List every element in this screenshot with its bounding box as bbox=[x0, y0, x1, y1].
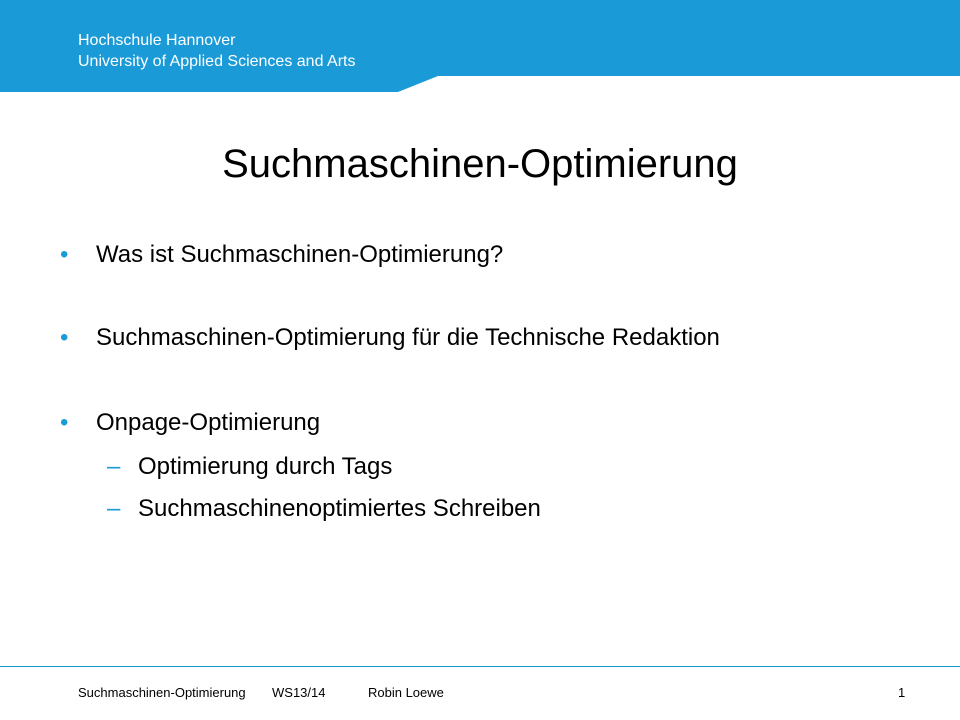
bullet-marker: • bbox=[60, 409, 69, 436]
bullet-text: Suchmaschinen-Optimierung für die Technische Redaktion bbox=[96, 324, 720, 351]
sub-bullet-text: Suchmaschinenoptimiertes Schreiben bbox=[138, 495, 541, 522]
sub-bullet-marker: – bbox=[107, 495, 121, 522]
page-number: 1 bbox=[898, 685, 906, 700]
institution-name: Hochschule Hannover bbox=[78, 32, 236, 49]
sub-bullet-marker: – bbox=[107, 453, 121, 480]
institution-logo-text bbox=[78, 30, 355, 72]
footer-semester: WS13/14 bbox=[272, 685, 326, 700]
footer-topic: Suchmaschinen-Optimierung bbox=[78, 685, 246, 700]
institution-subtitle: University of Applied Sciences and Arts bbox=[78, 53, 356, 70]
slide-title: Suchmaschinen-Optimierung bbox=[222, 142, 738, 186]
footer-author: Robin Loewe bbox=[368, 685, 444, 700]
bullet-marker: • bbox=[60, 324, 69, 351]
sub-bullet-text: Optimierung durch Tags bbox=[138, 453, 393, 480]
bullet-text: Onpage-Optimierung bbox=[96, 409, 321, 436]
footer-divider bbox=[0, 666, 960, 667]
bullet-marker: • bbox=[60, 241, 69, 268]
header-banner bbox=[0, 0, 960, 92]
bullet-text: Was ist Suchmaschinen-Optimierung? bbox=[96, 241, 504, 268]
